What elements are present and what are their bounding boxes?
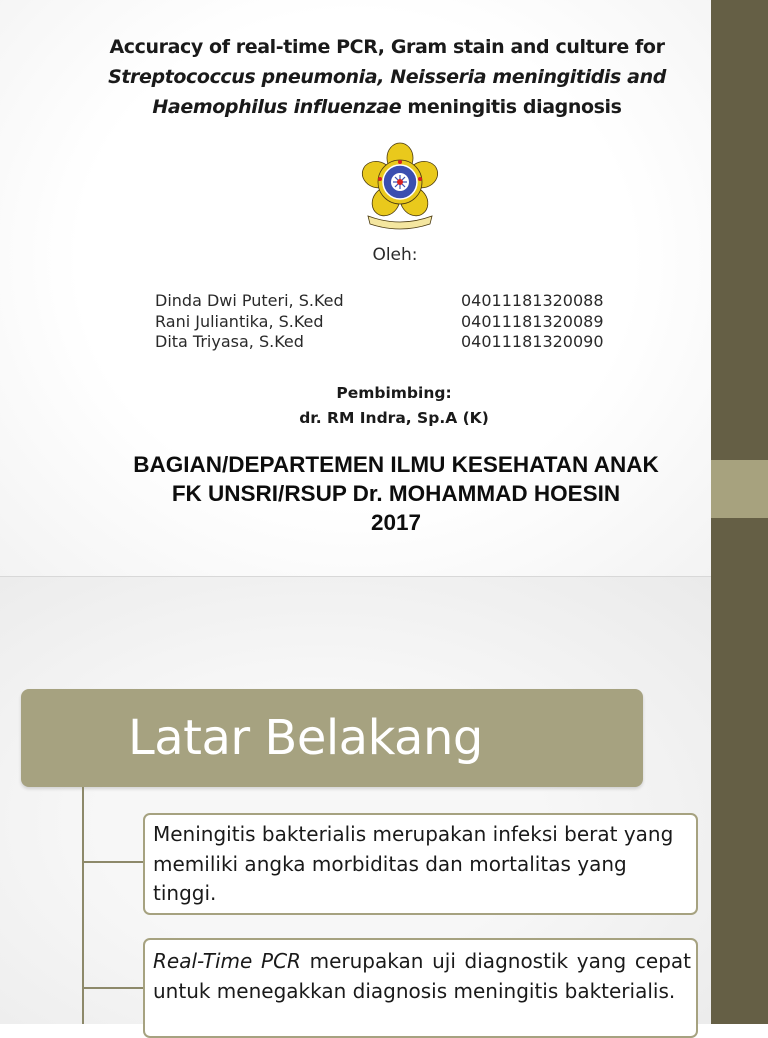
author-row [155,312,635,333]
author-row [155,291,635,312]
bullet-card-text: Meningitis bakterialis merupakan infeksi berat yang memiliki angka morbiditas dan mortalitas yang tinggi. [153,822,674,905]
author-id: 04011181320088 [461,291,604,310]
title-line-2-italic: Streptococcus pneumonia, Neisseria meningitidis and [108,66,666,88]
connector-branch [82,861,145,863]
title-line-3 [60,92,714,122]
oleh-label: Oleh: [372,245,418,265]
department-block [82,450,710,537]
supervisor-block [244,381,544,431]
bullet-card-text [153,947,691,1006]
presentation-title [60,32,714,122]
department-line-1: BAGIAN/DEPARTEMEN ILMU KESEHATAN ANAK [133,452,659,477]
author-name: Dita Triyasa, S.Ked [155,332,304,351]
title-line-1: Accuracy of real-time PCR, Gram stain and culture for [109,36,665,58]
author-id: 04011181320090 [461,332,604,351]
title-line-3-italic: Haemophilus influenzae [152,96,402,118]
bullet-card-rest: merupakan uji diagnostik yang cepat untuk menegakkan diagnosis meningitis bakterialis. [153,949,691,1003]
title-line-3-rest: meningitis diagnosis [401,96,622,118]
author-name: Dinda Dwi Puteri, S.Ked [155,291,344,310]
connector-branch [82,987,145,989]
supervisor-label: Pembimbing: [336,384,452,402]
university-emblem-icon [360,142,440,232]
bullet-card-italic: Real-Time PCR [153,949,301,973]
author-row [155,332,635,353]
author-name: Rani Juliantika, S.Ked [155,311,324,331]
department-line-2: FK UNSRI/RSUP Dr. MOHAMMAD HOESIN [171,481,621,506]
author-id: 04011181320089 [461,311,604,331]
department-year: 2017 [370,510,422,535]
supervisor-name: dr. RM Indra, Sp.A (K) [299,409,489,427]
bullet-card [143,938,698,1038]
title-line-2 [60,62,714,92]
sidebar-notch [711,460,768,518]
bullet-card [143,813,698,915]
author-list [155,291,635,353]
section-title: Latar Belakang [128,710,483,766]
